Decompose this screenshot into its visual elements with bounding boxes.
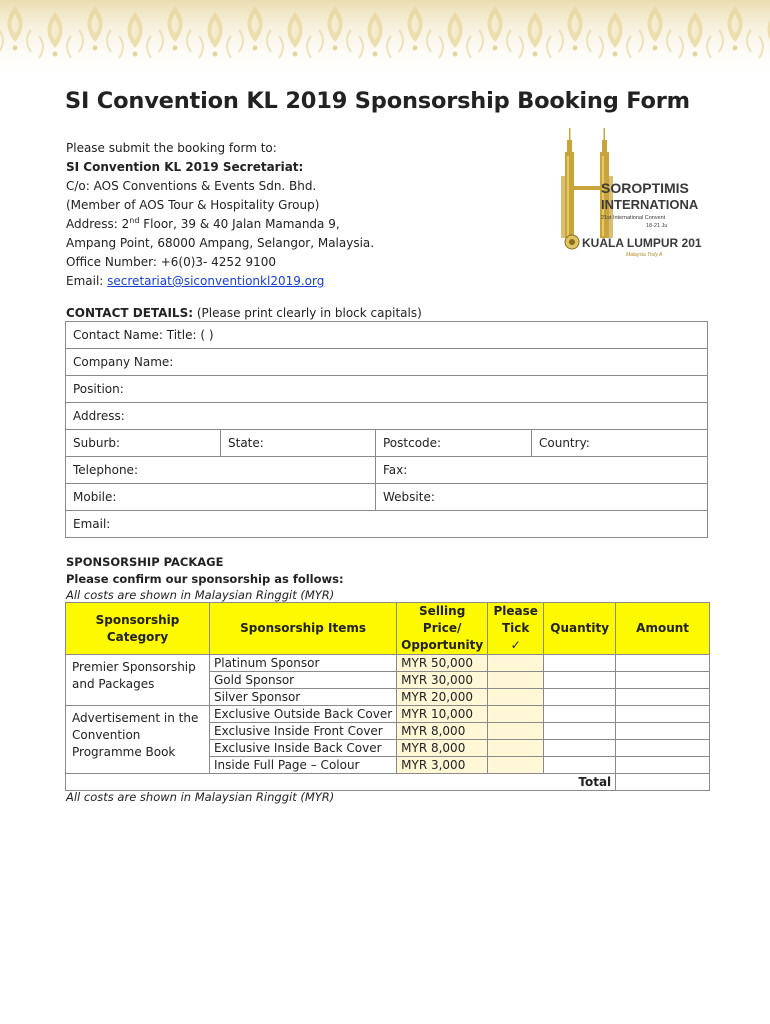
table-row (66, 706, 710, 723)
amount-cell[interactable] (616, 706, 710, 723)
tick-cell[interactable] (488, 655, 544, 672)
tick-cell[interactable] (488, 723, 544, 740)
form-title: SI Convention KL 2019 Sponsorship Booking Form (65, 88, 690, 114)
sponsorship-confirm: Please confirm our sponsorship as follows: (66, 571, 344, 586)
currency-note: All costs are shown in Malaysian Ringgit (MYR) (66, 588, 335, 602)
table-row (66, 322, 708, 349)
item-cell: Exclusive Outside Back Cover (210, 706, 397, 723)
total-label: Total (66, 774, 616, 791)
convention-logo (556, 126, 702, 270)
price-cell: MYR 8,000 (397, 723, 488, 740)
tick-cell[interactable] (488, 706, 544, 723)
item-cell: Gold Sponsor (210, 672, 397, 689)
position-field[interactable]: Position: (66, 376, 708, 403)
table-row (66, 655, 710, 672)
quantity-cell[interactable] (544, 757, 616, 774)
logo-text-2: INTERNATIONA (601, 197, 699, 212)
table-row (66, 349, 708, 376)
fax-field[interactable]: Fax: (376, 457, 708, 484)
company-name-field[interactable]: Company Name: (66, 349, 708, 376)
address-line-2: Ampang Point, 68000 Ampang, Selangor, Malaysia. (66, 236, 375, 250)
table-row (66, 430, 708, 457)
amount-cell[interactable] (616, 655, 710, 672)
item-cell: Exclusive Inside Back Cover (210, 740, 397, 757)
quantity-cell[interactable] (544, 655, 616, 672)
sponsorship-table (65, 602, 710, 791)
total-amount-cell[interactable] (616, 774, 710, 791)
item-cell: Exclusive Inside Front Cover (210, 723, 397, 740)
price-cell: MYR 30,000 (397, 672, 488, 689)
item-cell: Inside Full Page – Colour (210, 757, 397, 774)
header-category: Sponsorship Category (66, 603, 210, 655)
contact-details-table (65, 321, 708, 538)
mobile-field[interactable]: Mobile: (66, 484, 376, 511)
header-amount: Amount (616, 603, 710, 655)
secretariat-name: SI Convention KL 2019 Secretariat: (66, 160, 304, 174)
country-field[interactable]: Country: (532, 430, 708, 457)
sponsorship-heading-block (66, 554, 344, 604)
item-cell: Platinum Sponsor (210, 655, 397, 672)
email-field[interactable]: Email: (66, 511, 708, 538)
check-icon: ✓ (510, 638, 521, 652)
amount-cell[interactable] (616, 723, 710, 740)
care-of: C/o: AOS Conventions & Events Sdn. Bhd. (66, 179, 317, 193)
suburb-field[interactable]: Suburb: (66, 430, 221, 457)
tick-cell[interactable] (488, 757, 544, 774)
contact-name-field[interactable]: Contact Name: Title: ( ) (66, 322, 708, 349)
amount-cell[interactable] (616, 689, 710, 706)
total-row (66, 774, 710, 791)
quantity-cell[interactable] (544, 706, 616, 723)
price-cell: MYR 20,000 (397, 689, 488, 706)
category-premier: Premier Sponsorship and Packages (66, 655, 210, 706)
logo-text-5: KUALA LUMPUR 201 (582, 236, 702, 250)
price-cell: MYR 8,000 (397, 740, 488, 757)
table-row (66, 511, 708, 538)
logo-text-6: Malaysia Truly A (626, 252, 663, 258)
state-field[interactable]: State: (221, 430, 376, 457)
price-cell: MYR 3,000 (397, 757, 488, 774)
tick-cell[interactable] (488, 740, 544, 757)
category-advertisement: Advertisement in the Convention Programme Book (66, 706, 210, 774)
table-row (66, 457, 708, 484)
logo-text-1: SOROPTIMIS (601, 180, 689, 196)
tick-cell[interactable] (488, 689, 544, 706)
amount-cell[interactable] (616, 672, 710, 689)
header-tick: Please Tick ✓ (488, 603, 544, 655)
item-cell: Silver Sponsor (210, 689, 397, 706)
table-header-row (66, 603, 710, 655)
decorative-banner (0, 0, 770, 80)
amount-cell[interactable] (616, 740, 710, 757)
submit-intro: Please submit the booking form to: (66, 141, 277, 155)
telephone-field[interactable]: Telephone: (66, 457, 376, 484)
price-cell: MYR 10,000 (397, 706, 488, 723)
address-line-1: Address: 2nd Floor, 39 & 40 Jalan Mamanda 9, (66, 216, 340, 231)
header-quantity: Quantity (544, 603, 616, 655)
member-of: (Member of AOS Tour & Hospitality Group) (66, 198, 320, 212)
sponsorship-heading: SPONSORSHIP PACKAGE (66, 555, 224, 569)
contact-details-heading: CONTACT DETAILS: (Please print clearly in block capitals) (66, 306, 422, 320)
submission-address (66, 139, 374, 291)
amount-cell[interactable] (616, 757, 710, 774)
footer-currency-note: All costs are shown in Malaysian Ringgit (MYR) (66, 790, 335, 804)
office-number: Office Number: +6(0)3- 4252 9100 (66, 255, 277, 269)
table-row (66, 376, 708, 403)
quantity-cell[interactable] (544, 740, 616, 757)
postcode-field[interactable]: Postcode: (376, 430, 532, 457)
address-field[interactable]: Address: (66, 403, 708, 430)
tick-cell[interactable] (488, 672, 544, 689)
email-link[interactable]: secretariat@siconventionkl2019.org (107, 274, 325, 288)
price-cell: MYR 50,000 (397, 655, 488, 672)
quantity-cell[interactable] (544, 672, 616, 689)
logo-text-4: 18-21 Ju (646, 223, 668, 229)
logo-text-3: 21st International Convent (601, 215, 666, 221)
header-price: Selling Price/ Opportunity (397, 603, 488, 655)
website-field[interactable]: Website: (376, 484, 708, 511)
quantity-cell[interactable] (544, 723, 616, 740)
quantity-cell[interactable] (544, 689, 616, 706)
table-row (66, 484, 708, 511)
table-row (66, 403, 708, 430)
header-items: Sponsorship Items (210, 603, 397, 655)
email-line: Email: secretariat@siconventionkl2019.org (66, 274, 325, 288)
